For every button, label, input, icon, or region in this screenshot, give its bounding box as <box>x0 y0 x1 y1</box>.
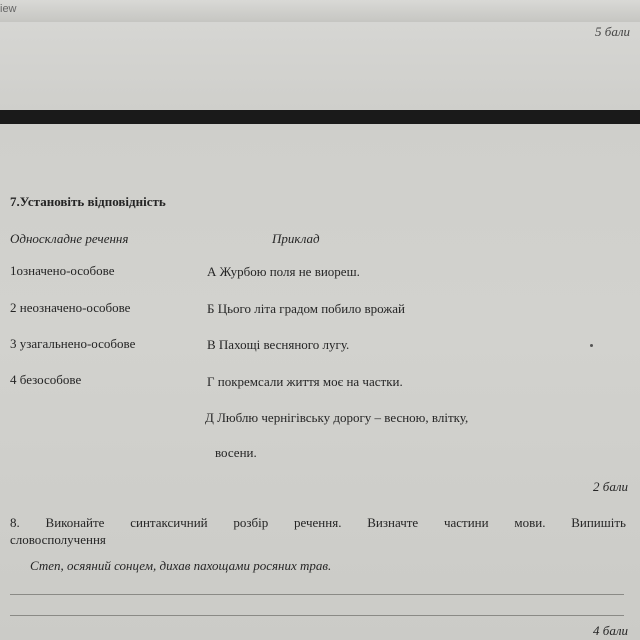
task7-example-d: Г покремсали життя моє на частки. <box>207 374 403 389</box>
task8-score: 4 бали <box>593 623 628 638</box>
task7-example-b: Б Цього літа градом побило врожай <box>207 301 405 316</box>
task7-example-e: Д Люблю чернігівську дорогу – весною, влітку, <box>205 410 469 425</box>
previous-task-score: 5 бали <box>595 24 630 39</box>
toolbar-tab-label[interactable]: iew <box>0 3 17 15</box>
task7-option-4: 4 безособове <box>10 372 82 387</box>
worksheet-page <box>0 124 640 640</box>
task7-title: 7.Установіть відповідність <box>10 194 166 209</box>
task7-example-a: А Журбою поля не виореш. <box>207 264 360 279</box>
page-divider <box>0 110 640 124</box>
task7-example-c: В Пахощі весняного лугу. <box>207 337 350 352</box>
task7-example-e-continued: восени. <box>215 445 257 460</box>
task7-option-1: 1означено-особове <box>10 263 115 278</box>
answer-line <box>10 615 624 616</box>
answer-line <box>10 594 624 595</box>
task8-instruction: 8. Виконайте синтаксичний розбір речення. Визначте частини мови. Випишіть <box>10 515 626 530</box>
paper-speck <box>590 344 593 347</box>
previous-page-fragment <box>0 22 640 110</box>
task7-option-3: 3 узагальнено-особове <box>10 336 136 351</box>
task7-option-2: 2 неозначено-особове <box>10 300 131 315</box>
task7-left-header: Односкладне речення <box>10 231 129 246</box>
task7-score: 2 бали <box>593 479 628 494</box>
task8-sentence: Степ, осяяний сонцем, дихав пахощами росяних трав. <box>30 558 332 573</box>
task8-instruction-continued: словосполучення <box>10 532 106 547</box>
window-toolbar <box>0 0 640 23</box>
task7-right-header: Приклад <box>272 231 320 246</box>
